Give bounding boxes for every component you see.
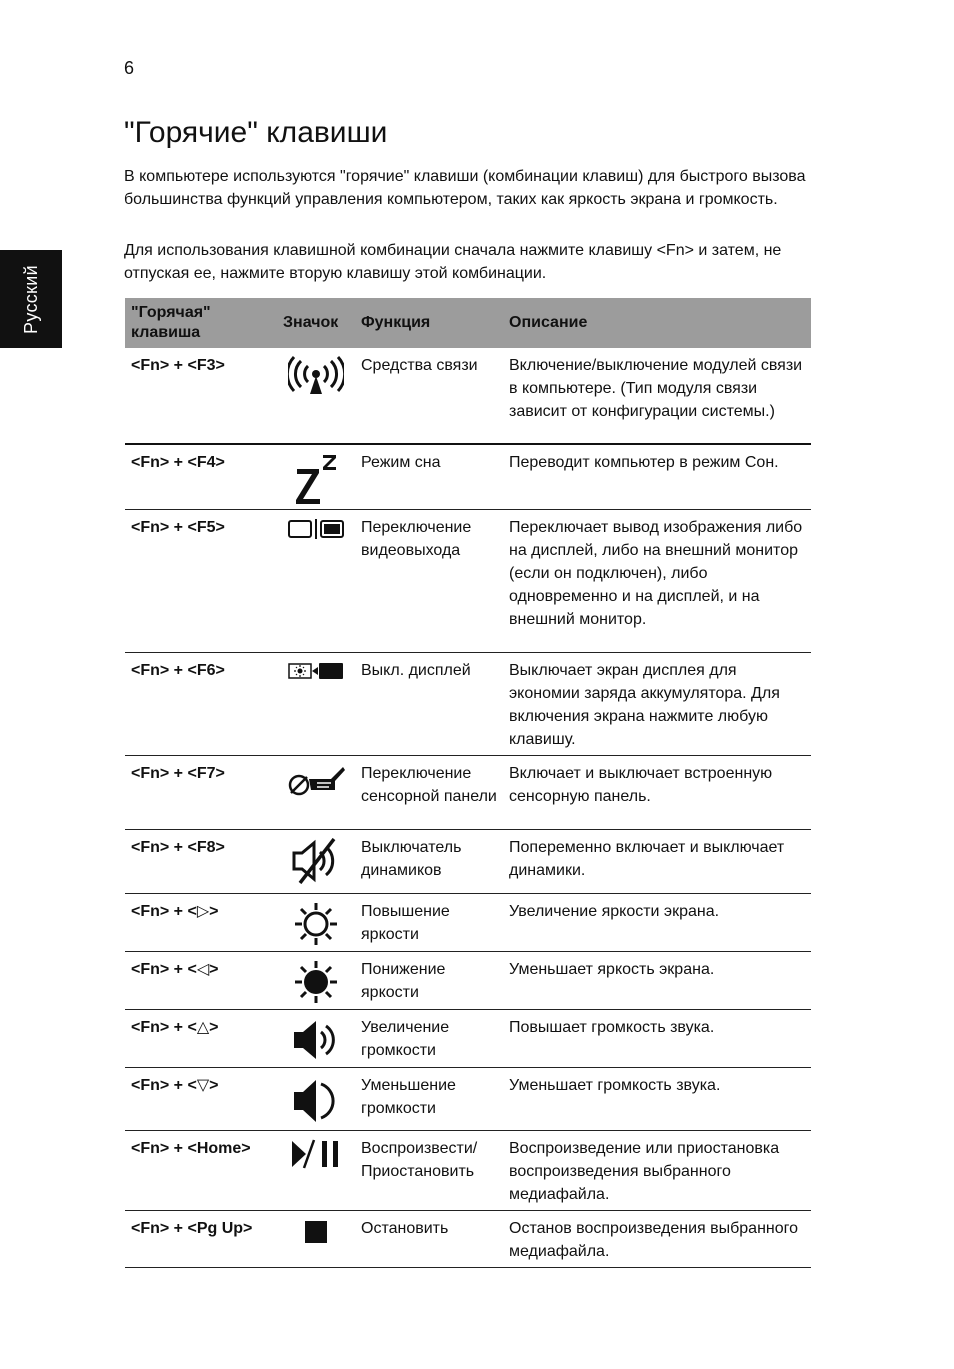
hotkey-cell: <Fn> + <F4>: [125, 444, 277, 510]
sleep-icon: [291, 453, 341, 505]
header-hotkey: "Горячая" клавиша: [125, 298, 277, 348]
volume-up-icon: [292, 1018, 340, 1062]
hotkey-cell: <Fn> + <F7>: [125, 756, 277, 830]
hotkeys-table: [125, 298, 811, 1268]
brightness-down-icon: [294, 960, 338, 1004]
function-cell: Увеличение громкости: [355, 1010, 503, 1068]
header-description: Описание: [503, 298, 811, 348]
table-row: [125, 830, 811, 894]
description-cell: Воспроизведение или приостановка воспроизведения выбранного медиафайла.: [503, 1131, 811, 1211]
touchpad-toggle-icon: [287, 764, 345, 798]
icon-cell: [277, 1068, 355, 1131]
table-row: [125, 756, 811, 830]
icon-cell: [277, 510, 355, 653]
stop-icon: [303, 1219, 329, 1245]
icon-cell: [277, 952, 355, 1010]
function-cell: Воспроизвести/ Приостановить: [355, 1131, 503, 1211]
icon-cell: [277, 830, 355, 894]
description-cell: Включает и выключает встроенную сенсорную панель.: [503, 756, 811, 830]
function-cell: Остановить: [355, 1211, 503, 1268]
table-row: [125, 1211, 811, 1268]
table-header-row: [125, 298, 811, 348]
function-cell: Выключатель динамиков: [355, 830, 503, 894]
icon-cell: [277, 894, 355, 952]
function-cell: Режим сна: [355, 444, 503, 510]
hotkey-cell: <Fn> + <▷>: [125, 894, 277, 952]
description-cell: Уменьшает громкость звука.: [503, 1068, 811, 1131]
hotkey-cell: <Fn> + <Pg Up>: [125, 1211, 277, 1268]
description-cell: Попеременно включает и выключает динамики.: [503, 830, 811, 894]
icon-cell: [277, 1131, 355, 1211]
header-function: Функция: [355, 298, 503, 348]
function-cell: Уменьшение громкости: [355, 1068, 503, 1131]
language-label: Русский: [20, 264, 41, 334]
display-off-icon: [287, 661, 345, 681]
description-cell: Выключает экран дисплея для экономии заряда аккумулятора. Для включения экрана нажмите любую клавишу.: [503, 653, 811, 756]
icon-cell: [277, 756, 355, 830]
table-row: [125, 894, 811, 952]
description-cell: Увеличение яркости экрана.: [503, 894, 811, 952]
icon-cell: [277, 1211, 355, 1268]
table-row: [125, 1068, 811, 1131]
description-cell: Повышает громкость звука.: [503, 1010, 811, 1068]
table-row: [125, 348, 811, 444]
hotkey-cell: <Fn> + <F8>: [125, 830, 277, 894]
function-cell: Средства связи: [355, 348, 503, 444]
function-cell: Переключение видеовыхода: [355, 510, 503, 653]
speaker-mute-icon: [290, 838, 342, 884]
description-cell: Включение/выключение модулей связи в компьютере. (Тип модуля связи зависит от конфигурации системы.): [503, 348, 811, 444]
table-row: [125, 952, 811, 1010]
description-cell: Уменьшает яркость экрана.: [503, 952, 811, 1010]
description-cell: Переключает вывод изображения либо на дисплей, либо на внешний монитор (если он подключен), либо одновременно и на дисплей, и на внешний монитор.: [503, 510, 811, 653]
hotkey-cell: <Fn> + <△>: [125, 1010, 277, 1068]
icon-cell: [277, 348, 355, 444]
intro-paragraph: В компьютере используются "горячие" клавиши (комбинации клавиш) для быстрого вызова большинства функций управления компьютером, таких как яркость экрана и громкость.: [124, 168, 806, 208]
volume-down-icon: [292, 1076, 340, 1126]
icon-cell: [277, 653, 355, 756]
function-cell: Понижение яркости: [355, 952, 503, 1010]
function-cell: Переключение сенсорной панели: [355, 756, 503, 830]
icon-cell: [277, 444, 355, 510]
table-row: [125, 510, 811, 653]
play-pause-icon: [288, 1139, 344, 1169]
hotkey-cell: <Fn> + <Home>: [125, 1131, 277, 1211]
brightness-up-icon: [294, 902, 338, 946]
hotkey-cell: <Fn> + <▽>: [125, 1068, 277, 1131]
header-icon: Значок: [277, 298, 355, 348]
page-title: "Горячие" клавиши: [124, 116, 388, 149]
hotkey-cell: <Fn> + <◁>: [125, 952, 277, 1010]
language-side-tab: [0, 250, 62, 348]
description-cell: Останов воспроизведения выбранного медиафайла.: [503, 1211, 811, 1268]
table-row: [125, 444, 811, 510]
page-number: 6: [124, 58, 135, 78]
hotkey-cell: <Fn> + <F6>: [125, 653, 277, 756]
function-cell: Выкл. дисплей: [355, 653, 503, 756]
table-row: [125, 653, 811, 756]
function-cell: Повышение яркости: [355, 894, 503, 952]
display-toggle-icon: [287, 518, 345, 540]
hotkey-cell: <Fn> + <F5>: [125, 510, 277, 653]
hotkey-cell: <Fn> + <F3>: [125, 348, 277, 444]
wireless-icon: [288, 356, 344, 396]
table-row: [125, 1010, 811, 1068]
icon-cell: [277, 1010, 355, 1068]
table-row: [125, 1131, 811, 1211]
usage-paragraph: Для использования клавишной комбинации сначала нажмите клавишу <Fn> и затем, не отпуская ее, нажмите вторую клавишу этой комбинации.: [124, 242, 782, 282]
description-cell: Переводит компьютер в режим Сон.: [503, 444, 811, 510]
